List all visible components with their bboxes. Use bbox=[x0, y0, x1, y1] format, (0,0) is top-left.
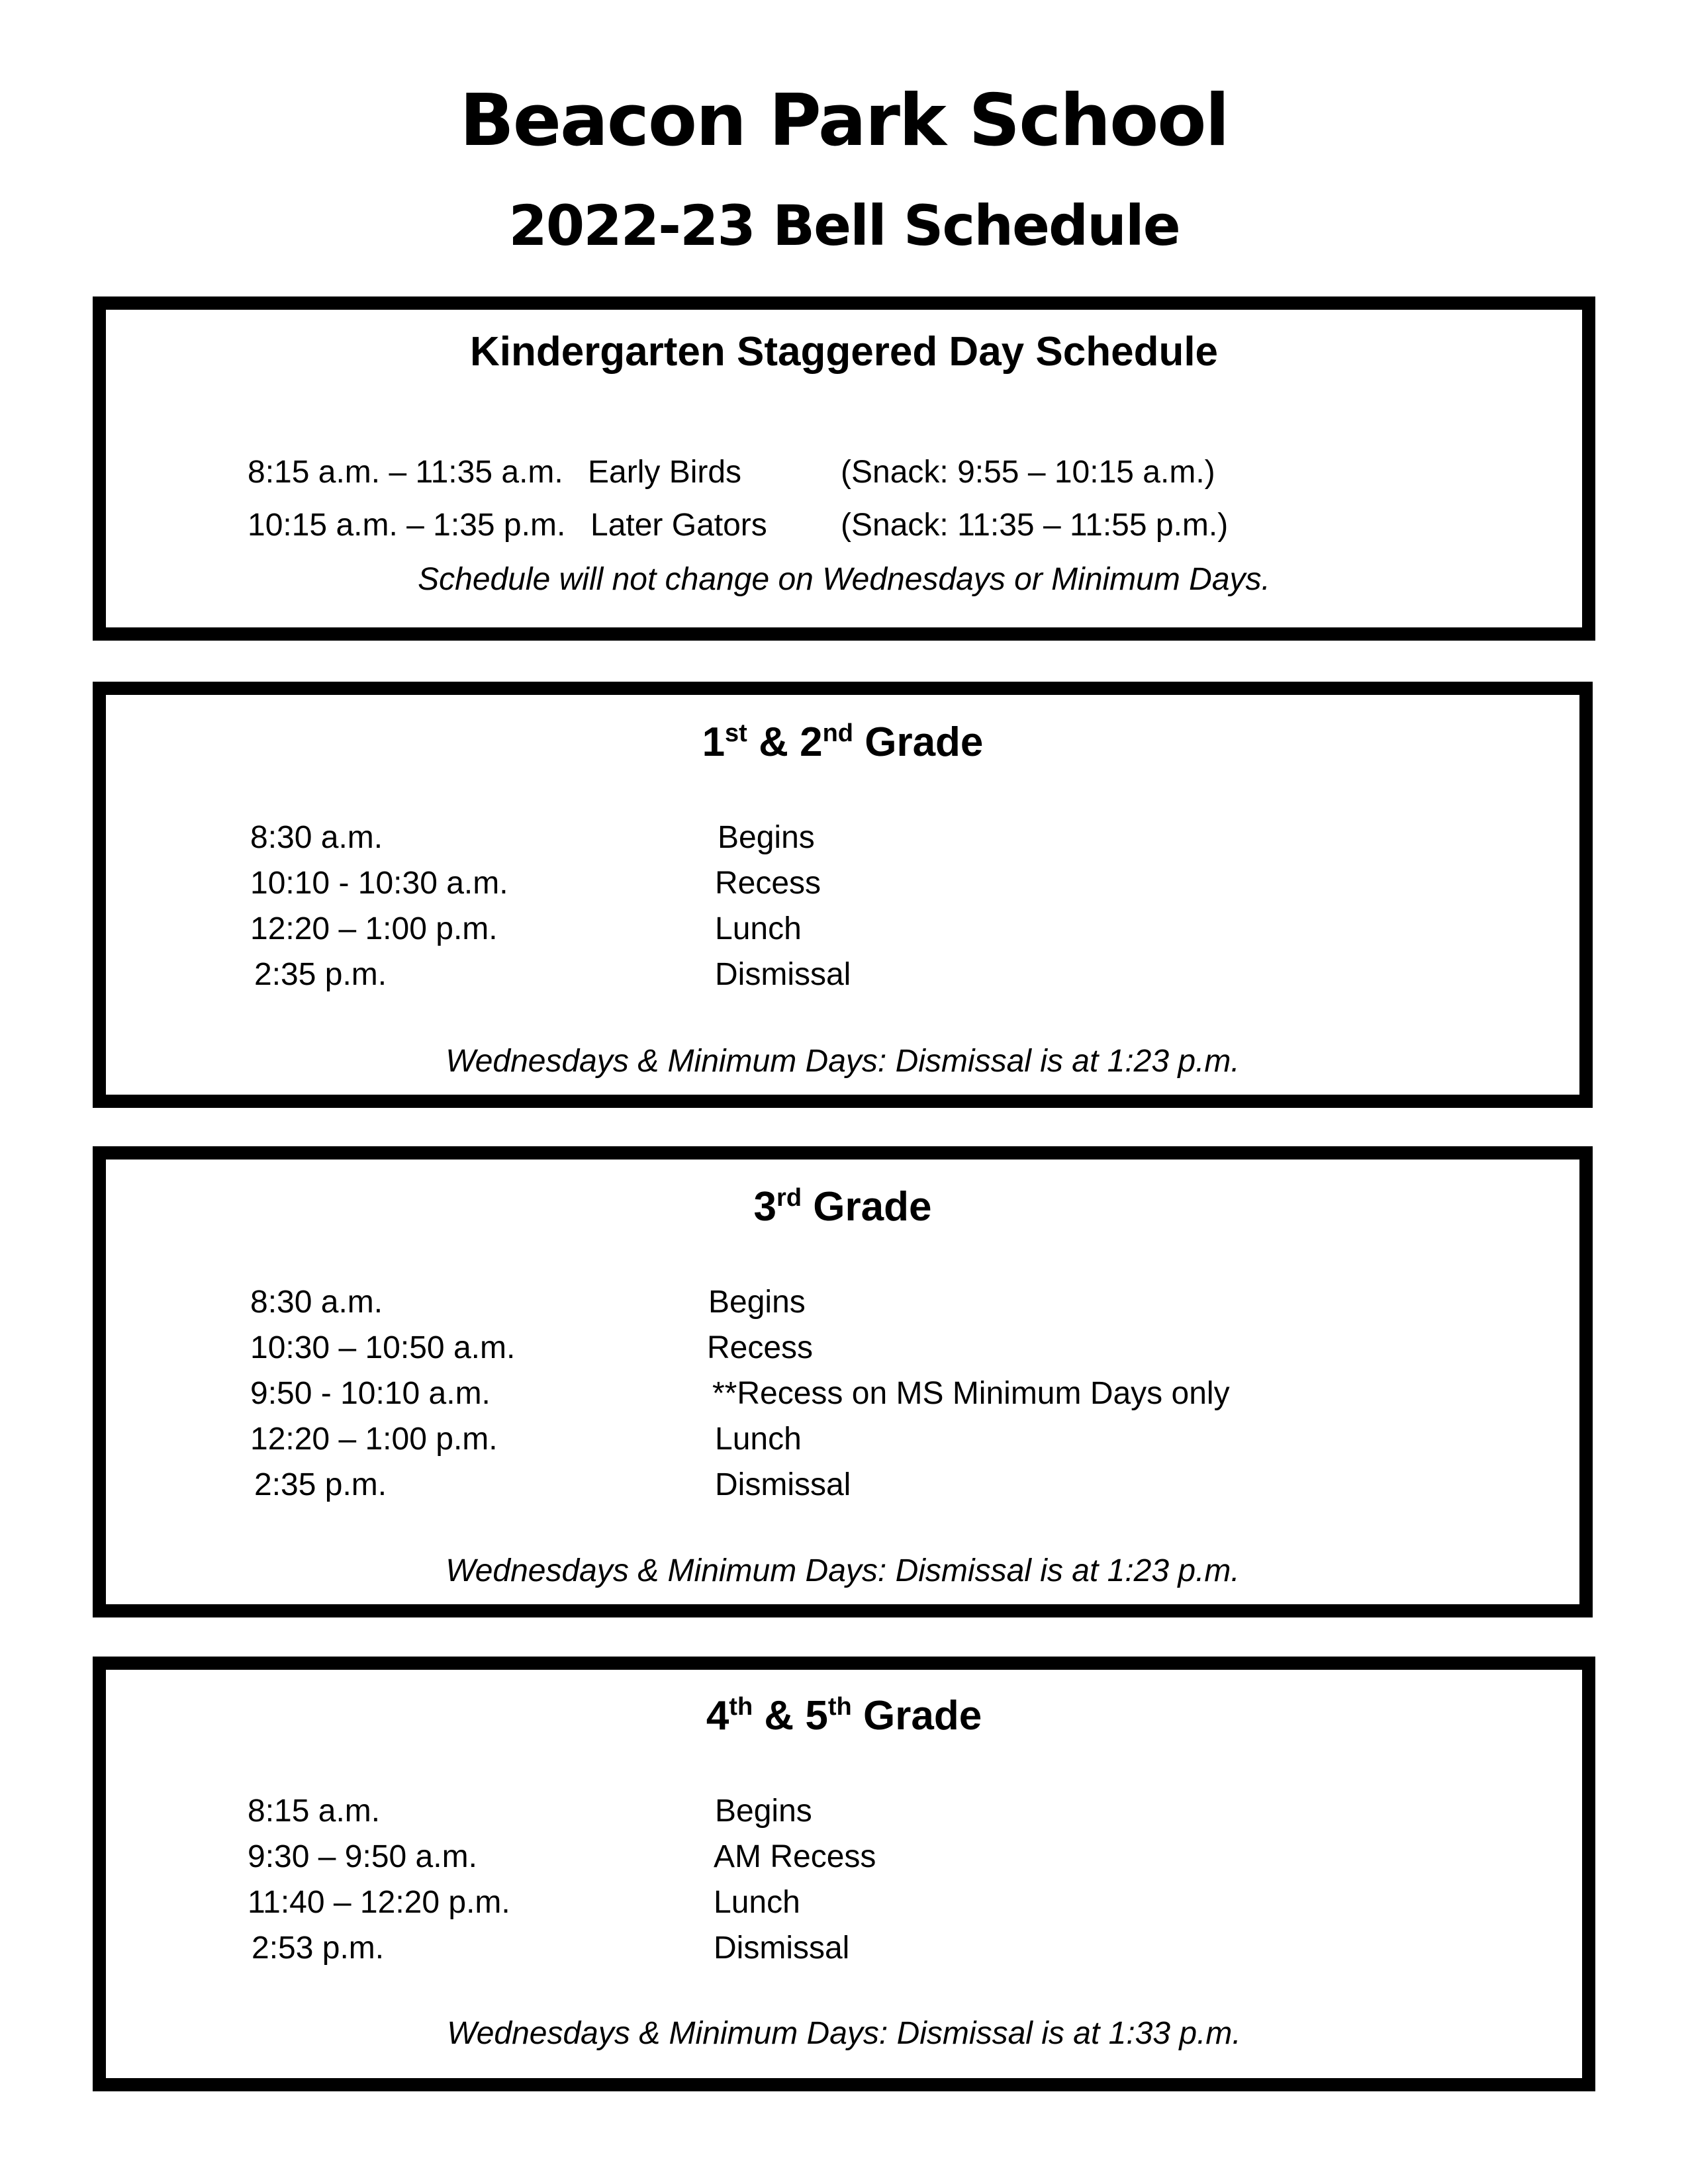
grade-3-row-time: 9:50 - 10:10 a.m. bbox=[250, 1376, 491, 1411]
grade-3-note: Wednesdays & Minimum Days: Dismissal is at 1:23 p.m. bbox=[445, 1553, 1240, 1588]
kindergarten-row-1-snack: (Snack: 9:55 – 10:15 a.m.) bbox=[841, 455, 1215, 490]
grades-4-5-row-event: AM Recess bbox=[714, 1839, 876, 1874]
grades-1-2-schedule-box bbox=[93, 682, 1593, 1108]
grades-1-2-row-event: Recess bbox=[715, 866, 821, 901]
kindergarten-row-2-snack: (Snack: 11:35 – 11:55 p.m.) bbox=[841, 508, 1229, 543]
grades-4-5-row-event: Lunch bbox=[714, 1885, 800, 1920]
kindergarten-schedule-box bbox=[93, 296, 1595, 641]
grade-3-row-time: 12:20 – 1:00 p.m. bbox=[250, 1422, 498, 1457]
grades-1-2-row-time: 8:30 a.m. bbox=[250, 820, 383, 855]
grade-3-row-time: 8:30 a.m. bbox=[250, 1285, 383, 1320]
kindergarten-row-2-time: 10:15 a.m. – 1:35 p.m. bbox=[248, 508, 566, 543]
grade-3-row-time: 2:35 p.m. bbox=[254, 1467, 387, 1502]
grades-1-2-row-time: 2:35 p.m. bbox=[254, 957, 387, 992]
kindergarten-heading: Kindergarten Staggered Day Schedule bbox=[469, 329, 1219, 375]
grade-3-row-time: 10:30 – 10:50 a.m. bbox=[250, 1330, 516, 1365]
grades-4-5-note: Wednesdays & Minimum Days: Dismissal is at 1:33 p.m. bbox=[447, 2016, 1241, 2051]
grades-4-5-row-time: 9:30 – 9:50 a.m. bbox=[248, 1839, 477, 1874]
grades-4-5-schedule-box bbox=[93, 1657, 1595, 2091]
grades-1-2-row-event: Dismissal bbox=[715, 957, 851, 992]
kindergarten-row-2-group: Later Gators bbox=[590, 508, 767, 543]
grade-3-row-event: Dismissal bbox=[715, 1467, 851, 1502]
grade-3-row-event: Begins bbox=[708, 1285, 806, 1320]
grades-1-2-row-event: Begins bbox=[718, 820, 815, 855]
grade-3-heading: 3rd Grade bbox=[753, 1184, 932, 1230]
grades-4-5-row-time: 11:40 – 12:20 p.m. bbox=[248, 1885, 510, 1920]
grades-1-2-note: Wednesdays & Minimum Days: Dismissal is at 1:23 p.m. bbox=[445, 1044, 1240, 1079]
grades-1-2-row-time: 10:10 - 10:30 a.m. bbox=[250, 866, 508, 901]
grades-4-5-row-time: 2:53 p.m. bbox=[252, 1931, 385, 1966]
grade-3-row-event: Lunch bbox=[715, 1422, 802, 1457]
school-name: Beacon Park School bbox=[459, 79, 1229, 162]
grades-4-5-heading: 4th & 5th Grade bbox=[706, 1693, 982, 1739]
grade-3-row-event: **Recess on MS Minimum Days only bbox=[712, 1376, 1230, 1411]
grades-4-5-row-event: Dismissal bbox=[714, 1931, 850, 1966]
grades-1-2-row-event: Lunch bbox=[715, 911, 802, 946]
grades-1-2-heading: 1st & 2nd Grade bbox=[702, 719, 984, 765]
kindergarten-row-1-group: Early Birds bbox=[588, 455, 742, 490]
schedule-year-title: 2022-23 Bell Schedule bbox=[508, 193, 1180, 258]
grades-1-2-row-time: 12:20 – 1:00 p.m. bbox=[250, 911, 498, 946]
grades-4-5-row-time: 8:15 a.m. bbox=[248, 1794, 381, 1829]
grade-3-row-event: Recess bbox=[707, 1330, 814, 1365]
kindergarten-note: Schedule will not change on Wednesdays or Minimum Days. bbox=[418, 562, 1270, 597]
kindergarten-row-1-time: 8:15 a.m. – 11:35 a.m. bbox=[248, 455, 563, 490]
grade-3-schedule-box bbox=[93, 1146, 1593, 1617]
grades-4-5-row-event: Begins bbox=[715, 1794, 812, 1829]
